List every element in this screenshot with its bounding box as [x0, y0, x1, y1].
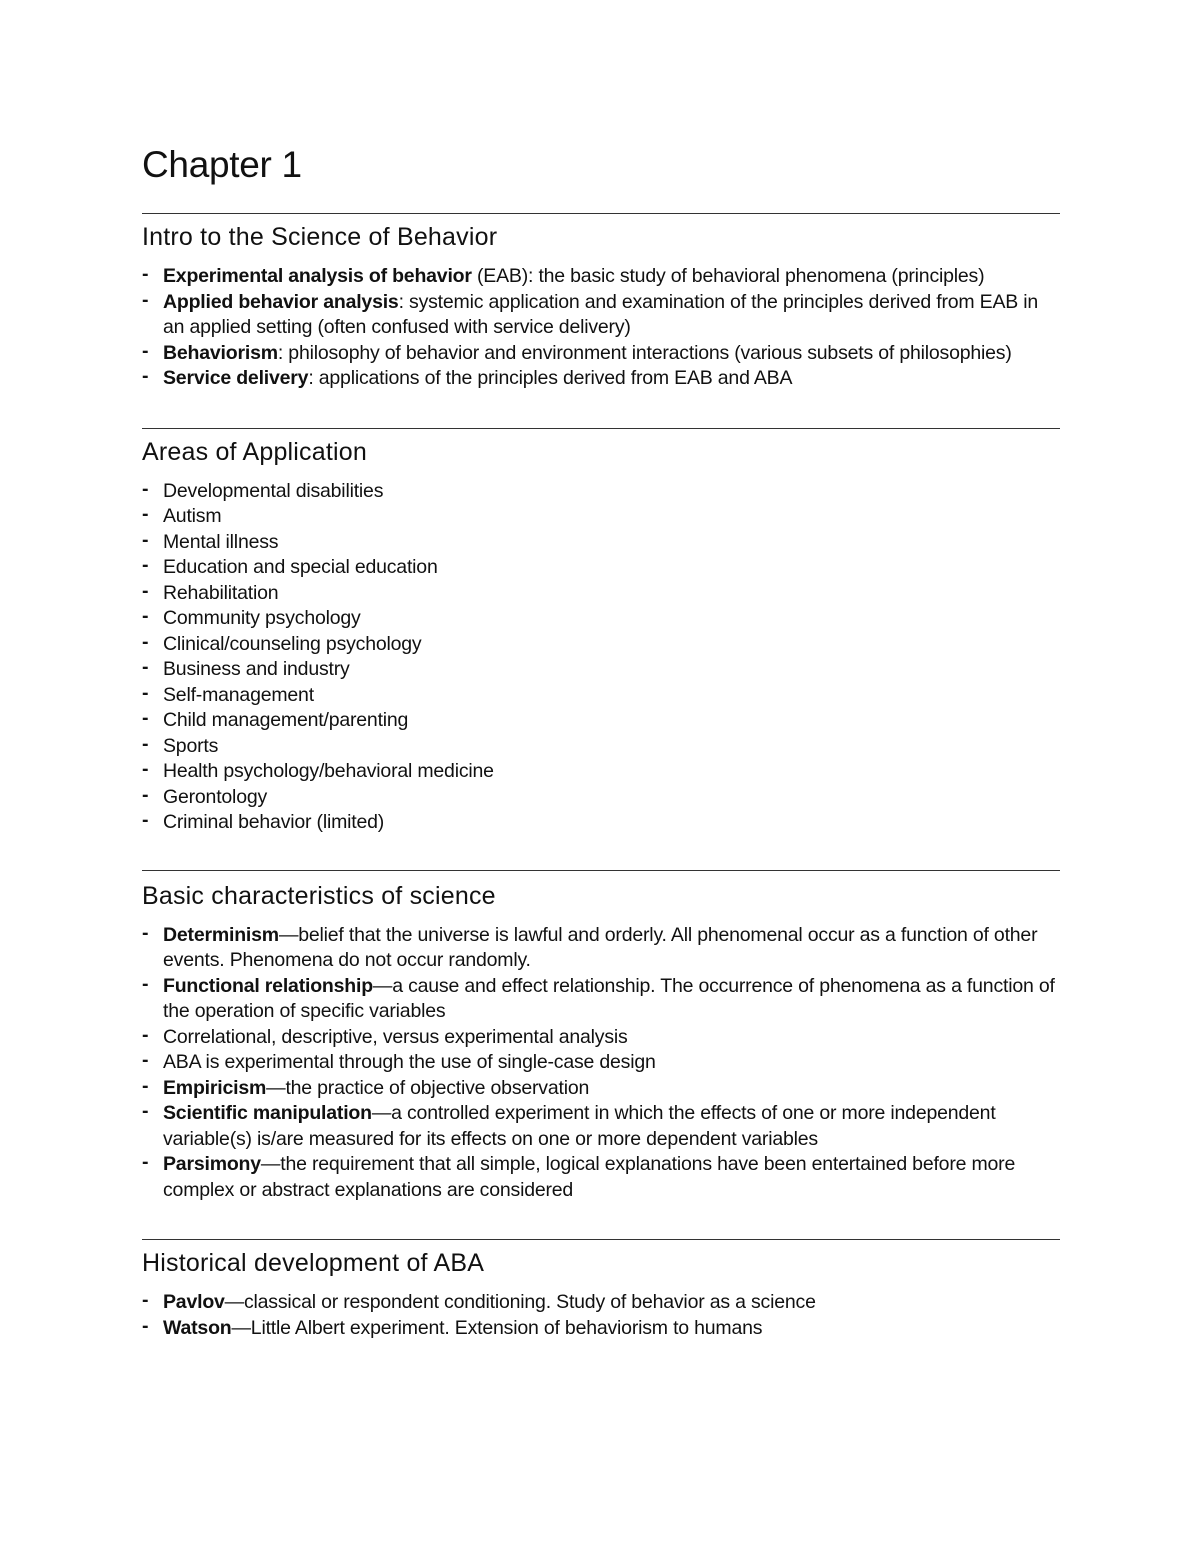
list-item-term: Functional relationship [163, 974, 373, 997]
list-item-text: Correlational, descriptive, versus experimental analysis [163, 1025, 628, 1048]
bullet-dash-icon: - [142, 921, 149, 944]
list-item-term: Determinism [163, 923, 279, 946]
list-item-text: —Little Albert experiment. Extension of behaviorism to humans [231, 1316, 763, 1339]
section [142, 428, 1060, 836]
bullet-dash-icon: - [142, 1289, 149, 1311]
list-item [142, 555, 1060, 581]
bullet-dash-icon: - [142, 579, 149, 602]
list-item-term: Parsimony [163, 1153, 261, 1175]
list-item-text: —a cause and effect relationship. The occurrence of phenomena as a function of the operation of specific variables [163, 974, 1055, 1022]
list-item [142, 341, 1060, 367]
bullet-dash-icon: - [142, 1314, 149, 1337]
list-item [142, 504, 1060, 530]
list-item-text: Health psychology/behavioral medicine [163, 760, 494, 782]
bullet-dash-icon: - [142, 1074, 149, 1097]
list-item [142, 785, 1060, 811]
list-item [142, 632, 1060, 658]
list-item-text: Criminal behavior (limited) [163, 811, 385, 833]
list-item [142, 479, 1060, 505]
list-item-text: —a controlled experiment in which the effects of one or more independent variable(s) is/are measured for its effects on one or more dependent variables [163, 1102, 996, 1150]
bullet-dash-icon: - [142, 1049, 149, 1071]
bullet-list [142, 923, 1060, 1204]
list-item-text: Community psychology [163, 607, 361, 629]
list-item [142, 606, 1060, 632]
list-item [142, 759, 1060, 785]
list-item-text: —classical or respondent conditioning. Study of behavior as a science [224, 1291, 816, 1313]
bullet-dash-icon: - [142, 528, 149, 551]
list-item [142, 1152, 1060, 1203]
list-item-text: Rehabilitation [163, 581, 279, 604]
bullet-dash-icon: - [142, 630, 149, 653]
list-item [142, 734, 1060, 760]
list-item-term: Empiricism [163, 1076, 267, 1099]
list-item [142, 810, 1060, 836]
list-item [142, 1101, 1060, 1152]
list-item-text: ABA is experimental through the use of single-case design [163, 1051, 656, 1073]
bullet-dash-icon: - [142, 809, 149, 831]
list-item-text: : applications of the principles derived from EAB and ABA [308, 367, 793, 389]
list-item [142, 1076, 1060, 1102]
bullet-dash-icon: - [142, 503, 149, 525]
bullet-dash-icon: - [142, 605, 149, 627]
section [142, 1239, 1060, 1341]
bullet-dash-icon: - [142, 783, 149, 806]
list-item-text: Developmental disabilities [163, 479, 384, 502]
list-item [142, 923, 1060, 974]
list-item [142, 1025, 1060, 1051]
bullet-dash-icon: - [142, 263, 149, 285]
bullet-dash-icon: - [142, 1151, 149, 1173]
section [142, 870, 1060, 1204]
bullet-dash-icon: - [142, 1100, 149, 1122]
section-heading: Intro to the Science of Behavior [142, 223, 498, 251]
list-item [142, 290, 1060, 341]
list-item [142, 530, 1060, 556]
bullet-dash-icon: - [142, 288, 149, 311]
chapter-title: Chapter 1 [142, 144, 302, 185]
list-item [142, 683, 1060, 709]
list-item-text: Education and special education [163, 556, 438, 578]
list-item-text: Gerontology [163, 785, 268, 808]
bullet-list [142, 264, 1060, 392]
list-item-term: Scientific manipulation [163, 1102, 372, 1124]
bullet-dash-icon: - [142, 972, 149, 995]
list-item-term: Behaviorism [163, 341, 278, 364]
bullet-dash-icon: - [142, 1023, 149, 1046]
list-item-term: Pavlov [163, 1291, 225, 1313]
list-item-text: (EAB): the basic study of behavioral phenomena (principles) [471, 265, 985, 287]
list-item-text: : systemic application and examination of the principles derived from EAB in an applied setting (often confused with service delivery) [163, 290, 1039, 338]
list-item-text: Self-management [163, 683, 314, 706]
list-item-text: Sports [163, 734, 219, 757]
list-item-term: Service delivery [163, 367, 309, 389]
list-item-text: Mental illness [163, 530, 279, 553]
bullet-dash-icon: - [142, 554, 149, 576]
list-item-text: Clinical/counseling psychology [163, 632, 422, 655]
section-heading: Basic characteristics of science [142, 881, 496, 910]
list-item [142, 1316, 1060, 1342]
bullet-list [142, 479, 1060, 836]
list-item-text: Child management/parenting [163, 709, 409, 731]
list-item-term: Watson [163, 1316, 232, 1339]
document-page [142, 140, 1060, 1341]
list-item-term: Applied behavior analysis [163, 290, 399, 313]
bullet-dash-icon: - [142, 477, 149, 500]
bullet-dash-icon: - [142, 707, 149, 729]
list-item-text: : philosophy of behavior and environment interactions (various subsets of philosophies) [277, 341, 1012, 364]
list-item-text: Business and industry [163, 658, 350, 680]
list-item-term: Experimental analysis of behavior [163, 265, 472, 287]
bullet-list [142, 1290, 1060, 1341]
bullet-dash-icon: - [142, 656, 149, 678]
list-item [142, 657, 1060, 683]
section [142, 213, 1060, 392]
bullet-dash-icon: - [142, 339, 149, 362]
section-heading: Historical development of ABA [142, 1249, 485, 1277]
list-item [142, 1050, 1060, 1076]
list-item [142, 1290, 1060, 1316]
bullet-dash-icon: - [142, 758, 149, 780]
sections-container [142, 213, 1060, 1341]
bullet-dash-icon: - [142, 732, 149, 755]
list-item [142, 366, 1060, 392]
list-item [142, 264, 1060, 290]
list-item-text: Autism [163, 505, 222, 527]
list-item-text: —the requirement that all simple, logical explanations have been entertained before more complex or abstract explanations are considered [163, 1153, 1016, 1201]
list-item [142, 581, 1060, 607]
bullet-dash-icon: - [142, 681, 149, 704]
list-item [142, 708, 1060, 734]
list-item-text: —the practice of objective observation [266, 1076, 590, 1099]
bullet-dash-icon: - [142, 365, 149, 387]
list-item [142, 974, 1060, 1025]
section-heading: Areas of Application [142, 437, 367, 466]
list-item-text: —belief that the universe is lawful and orderly. All phenomenal occur as a function of other events. Phenomena do not occur randomly. [163, 923, 1038, 971]
